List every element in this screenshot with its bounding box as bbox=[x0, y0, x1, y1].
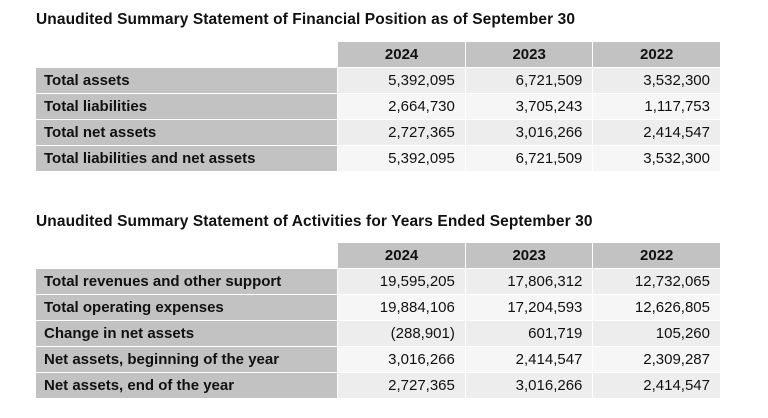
value-cell: 17,204,593 bbox=[466, 295, 593, 321]
value-cell: 2,414,547 bbox=[593, 373, 720, 399]
table-row bbox=[36, 321, 720, 347]
year-header: 2022 bbox=[593, 243, 720, 269]
row-label: Total operating expenses bbox=[36, 295, 337, 321]
row-label: Total assets bbox=[36, 68, 337, 94]
value-cell: 2,664,730 bbox=[338, 94, 465, 120]
value-cell: 17,806,312 bbox=[466, 269, 593, 295]
value-cell: 3,532,300 bbox=[593, 146, 720, 172]
value-cell: 3,016,266 bbox=[466, 373, 593, 399]
value-cell: 2,727,365 bbox=[338, 120, 465, 146]
value-cell: (288,901) bbox=[338, 321, 465, 347]
table-row bbox=[36, 295, 720, 321]
header-row bbox=[36, 243, 720, 269]
value-cell: 601,719 bbox=[466, 321, 593, 347]
value-cell: 5,392,095 bbox=[338, 68, 465, 94]
value-cell: 6,721,509 bbox=[466, 68, 593, 94]
table-row bbox=[36, 68, 720, 94]
value-cell: 2,414,547 bbox=[593, 120, 720, 146]
value-cell: 12,626,805 bbox=[593, 295, 720, 321]
year-header: 2023 bbox=[466, 243, 593, 269]
row-label: Total liabilities and net assets bbox=[36, 146, 337, 172]
row-label: Total liabilities bbox=[36, 94, 337, 120]
value-cell: 1,117,753 bbox=[593, 94, 720, 120]
value-cell: 19,595,205 bbox=[338, 269, 465, 295]
year-header: 2023 bbox=[466, 42, 593, 68]
header-corner bbox=[36, 42, 337, 68]
header-row bbox=[36, 42, 720, 68]
table-row bbox=[36, 347, 720, 373]
table-row bbox=[36, 269, 720, 295]
year-header: 2024 bbox=[338, 243, 465, 269]
financial-position-table bbox=[36, 42, 720, 172]
value-cell: 2,727,365 bbox=[338, 373, 465, 399]
value-cell: 12,732,065 bbox=[593, 269, 720, 295]
header-corner bbox=[36, 243, 337, 269]
value-cell: 6,721,509 bbox=[466, 146, 593, 172]
row-label: Change in net assets bbox=[36, 321, 337, 347]
year-header: 2022 bbox=[593, 42, 720, 68]
activities-title: Unaudited Summary Statement of Activities for Years Ended September 30 bbox=[36, 213, 593, 230]
activities-table bbox=[36, 243, 720, 399]
value-cell: 5,392,095 bbox=[338, 146, 465, 172]
row-label: Total net assets bbox=[36, 120, 337, 146]
value-cell: 105,260 bbox=[593, 321, 720, 347]
value-cell: 3,532,300 bbox=[593, 68, 720, 94]
table-row bbox=[36, 94, 720, 120]
value-cell: 19,884,106 bbox=[338, 295, 465, 321]
value-cell: 2,414,547 bbox=[466, 347, 593, 373]
table-row bbox=[36, 373, 720, 399]
value-cell: 3,705,243 bbox=[466, 94, 593, 120]
value-cell: 2,309,287 bbox=[593, 347, 720, 373]
table-row bbox=[36, 146, 720, 172]
row-label: Net assets, beginning of the year bbox=[36, 347, 337, 373]
row-label: Net assets, end of the year bbox=[36, 373, 337, 399]
value-cell: 3,016,266 bbox=[466, 120, 593, 146]
row-label: Total revenues and other support bbox=[36, 269, 337, 295]
table-row bbox=[36, 120, 720, 146]
year-header: 2024 bbox=[338, 42, 465, 68]
financial-position-title: Unaudited Summary Statement of Financial Position as of September 30 bbox=[36, 11, 576, 28]
value-cell: 3,016,266 bbox=[338, 347, 465, 373]
